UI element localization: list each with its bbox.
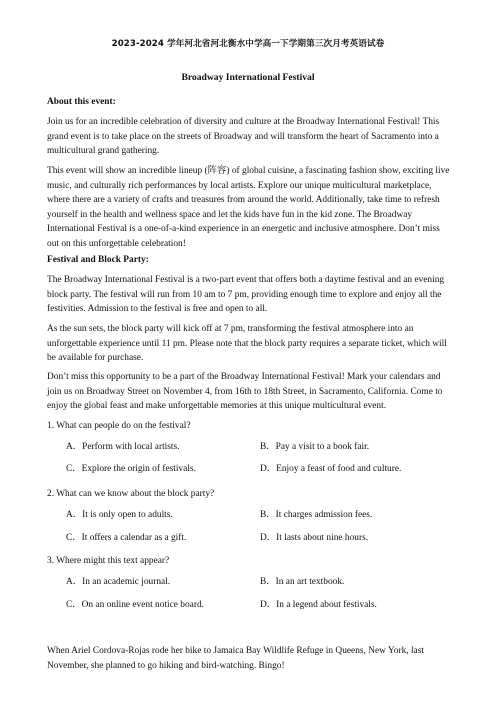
question-1-options-row-2	[66, 462, 446, 476]
party-heading: Festival and Block Party:	[47, 255, 149, 265]
question-2-option-b: B．It charges admission fees.	[260, 510, 373, 520]
question-2-options-row-2	[66, 531, 446, 545]
next-passage-paragraph: When Ariel Cordova-Rojas rode her bike to Jamaica Bay Wildlife Refuge in Queens, New York, last November, she planned to go hiking and bird-watching. Bingo!	[47, 646, 424, 671]
question-2-option-c: C．It offers a calendar as a gift.	[66, 533, 187, 543]
question-2-option-a: A．It is only open to adults.	[66, 510, 173, 520]
party-paragraph-3: Don’t miss this opportunity to be a part of the Broadway International Festival! Mark your calendars and join us on Broadway Street on November 4, from 16th to 18th Street, in Sacramento, California. Come to enjoy the global feast and make unforgettable memories at this unique multicultural event.	[47, 372, 443, 412]
exam-title: 2023-2024 学年河北省河北衡水中学高一下学期第三次月考英语试卷	[111, 39, 385, 49]
about-paragraph-1: Join us for an incredible celebration of diversity and culture at the Broadway International Festival! This grand event is to take place on the streets of Broadway and will transform the heart of Sacramento into a multicultural grand gathering.	[47, 117, 440, 157]
question-3-options-row-2	[66, 598, 446, 612]
question-2-stem: 2. What can we know about the block party?	[47, 489, 215, 499]
question-1-option-c: C．Explore the origin of festivals.	[66, 464, 196, 474]
question-3-option-c: C．On an online event notice board.	[66, 600, 204, 610]
question-1-option-a: A．Perform with local artists.	[66, 442, 180, 452]
about-paragraph-2: This event will show an incredible lineup (阵容) of global cuisine, a fascinating fashion show, exciting live music, and culturally rich performances by local artists. Explore our unique multicultural marketplace, where there are a variety of crafts and treasures from around the world. Additionally, take time to refresh yourself in the health and wellness space and let the kids have fun in the kid zone. The Broadway International Festival is a one-of-a-kind experience in an energetic and inclusive atmosphere. Don’t miss out on this unforgettable celebration!	[47, 166, 450, 249]
question-1-stem: 1. What can people do on the festival?	[47, 421, 191, 431]
party-paragraph-2: As the sun sets, the block party will kick off at 7 pm, transforming the festival atmosphere into an unforgettable experience until 11 pm. Please note that the block party requires a separate ticket, which will be available for purchase.	[47, 324, 447, 364]
question-1-option-b: B．Pay a visit to a book fair.	[260, 442, 370, 452]
question-3-option-b: B．In an art textbook.	[260, 577, 345, 587]
question-1-option-d: D．Enjoy a feast of food and culture.	[260, 464, 402, 474]
about-heading: About this event:	[47, 97, 116, 107]
question-3-option-d: D．In a legend about festivals.	[260, 600, 377, 610]
article-title: Broadway International Festival	[181, 72, 315, 83]
question-3-stem: 3. Where might this text appear?	[47, 556, 170, 566]
question-2-option-d: D．It lasts about nine hours.	[260, 533, 369, 543]
question-2-options-row-1	[66, 508, 446, 522]
question-1-options-row-1	[66, 440, 446, 454]
question-3-options-row-1	[66, 575, 446, 589]
question-3-option-a: A．In an academic journal.	[66, 577, 171, 587]
party-paragraph-1: The Broadway International Festival is a two-part event that offers both a daytime festival and an evening block party. The festival will run from 10 am to 7 pm, providing enough time to explore and enjoy all the festivities. Admission to the festival is free and open to all.	[47, 275, 445, 315]
